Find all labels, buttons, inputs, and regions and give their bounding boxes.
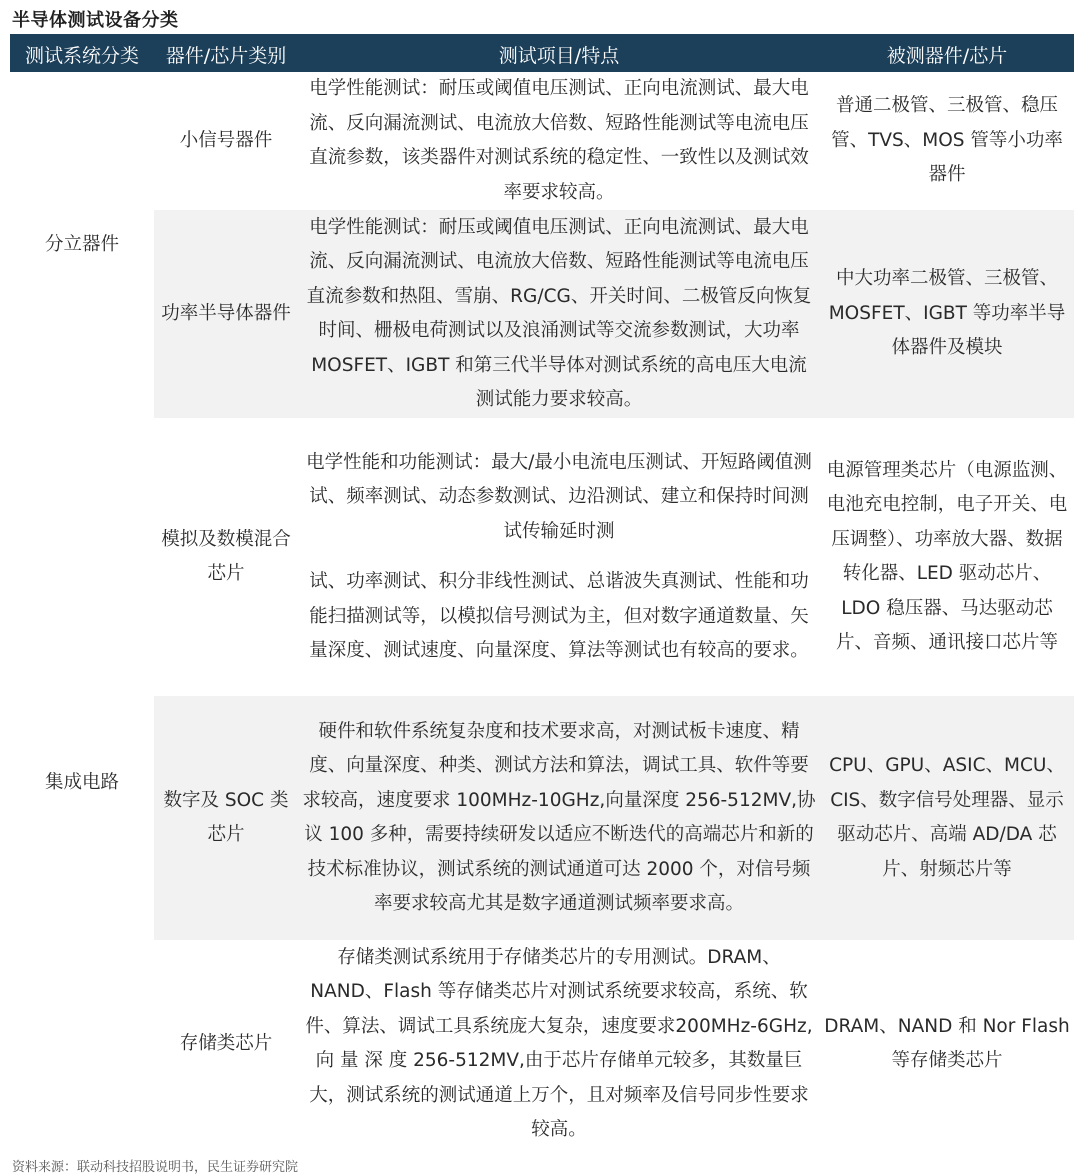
- paragraph-gap: [302, 549, 816, 565]
- subtype-cell: 小信号器件: [179, 129, 273, 151]
- test-equipment-table: [10, 36, 1074, 1148]
- features-cell: 电学性能测试：耐压或阈值电压测试、正向电流测试、最大电流、反向漏流测试、电流放大倍数、短路性能测试等电流电压直流参数，该类器件对测试系统的稳定性、一致性以及测试效率要求较高。: [309, 78, 809, 203]
- table-title: 半导体测试设备分类: [12, 10, 179, 31]
- table-row: [10, 696, 1074, 940]
- header-test-items-features: 测试项目/特点: [298, 36, 820, 72]
- category-cell: 分立器件: [10, 72, 154, 418]
- header-devices-under-test: 被测器件/芯片: [820, 36, 1074, 72]
- devices-cell: CPU、GPU、ASIC、MCU、CIS、数字信号处理器、显示驱动芯片、高端 AD/DA 芯片、射频芯片等: [820, 696, 1074, 940]
- features-cell: 电学性能测试：耐压或阈值电压测试、正向电流测试、最大电流、反向漏流测试、电流放大倍数、短路性能测试等电流电压直流参数和热阻、雪崩、RG/CG、开关时间、二极管反向恢复时间、栅极电荷测试以及浪涌测试等交流参数测试，大功率 MOSFET、IGBT 和第三代半导体对测试系统的高电压大电流测试能力要求较高。: [298, 210, 820, 418]
- table-row: [10, 210, 1074, 418]
- subtype-cell: 模拟及数模混合芯片: [161, 528, 291, 584]
- features-cell: 硬件和软件系统复杂度和技术要求高，对测试板卡速度、精度、向量深度、种类、测试方法和算法，调试工具、软件等要求较高，速度要求 100MHz-10GHz,向量深度 256-512MV,协议 100 多种，需要持续研发以适应不断迭代的高端芯片和新的技术标准协议，测试系统的测试通道可达 2000 个，对信号频率要求较高尤其是数字通道测试频率要求高。: [298, 696, 820, 940]
- table-row: [10, 72, 1074, 210]
- source-note: 资料来源：联动科技招股说明书，民生证券研究院: [12, 1160, 299, 1175]
- header-test-system-category: 测试系统分类: [10, 36, 154, 72]
- subtype-cell: 存储类芯片: [179, 1032, 273, 1054]
- header-device-chip-type: 器件/芯片类别: [154, 36, 298, 72]
- features-cell: 存储类测试系统用于存储类芯片的专用测试。DRAM、NAND、Flash 等存储类芯片对测试系统要求较高，系统、软件、算法、调试工具系统庞大复杂，速度要求200MHz-6GHz, 向 量 深 度 256-512MV,由于芯片存储单元较多，其数量巨大，测试系统的测试通道上万个，且对频率及信号同步性要求较高。: [305, 946, 813, 1140]
- devices-cell: 电源管理类芯片（电源监测、电池充电控制，电子开关、电压调整）、功率放大器、数据转化器、LED 驱动芯片、LDO 稳压器、马达驱动芯片、音频、通讯接口芯片等: [826, 459, 1068, 653]
- category-cell: 集成电路: [10, 418, 154, 1148]
- subtype-cell: 数字及 SOC 类芯片: [154, 696, 298, 940]
- devices-cell: DRAM、NAND 和 Nor Flash 等存储类芯片: [824, 1015, 1070, 1071]
- features-paragraph: 试、功率测试、积分非线性测试、总谐波失真测试、性能和功能扫描测试等，以模拟信号测试为主，但对数字通道数量、矢量深度、测试速度、向量深度、算法等测试也有较高的要求。: [309, 571, 809, 661]
- devices-cell: 中大功率二极管、三极管、MOSFET、IGBT 等功率半导体器件及模块: [820, 210, 1074, 418]
- header-row: [10, 36, 1074, 72]
- table-row: [10, 418, 1074, 696]
- subtype-cell: 功率半导体器件: [154, 210, 298, 418]
- features-cell: [298, 418, 820, 696]
- devices-cell: 普通二极管、三极管、稳压管、TVS、MOS 管等小功率器件: [831, 95, 1063, 186]
- features-paragraph: 电学性能和功能测试：最大/最小电流电压测试、开短路阈值测试、频率测试、动态参数测试、边沿测试、建立和保持时间测试传输延时测: [306, 451, 812, 542]
- table-row: [10, 940, 1074, 1148]
